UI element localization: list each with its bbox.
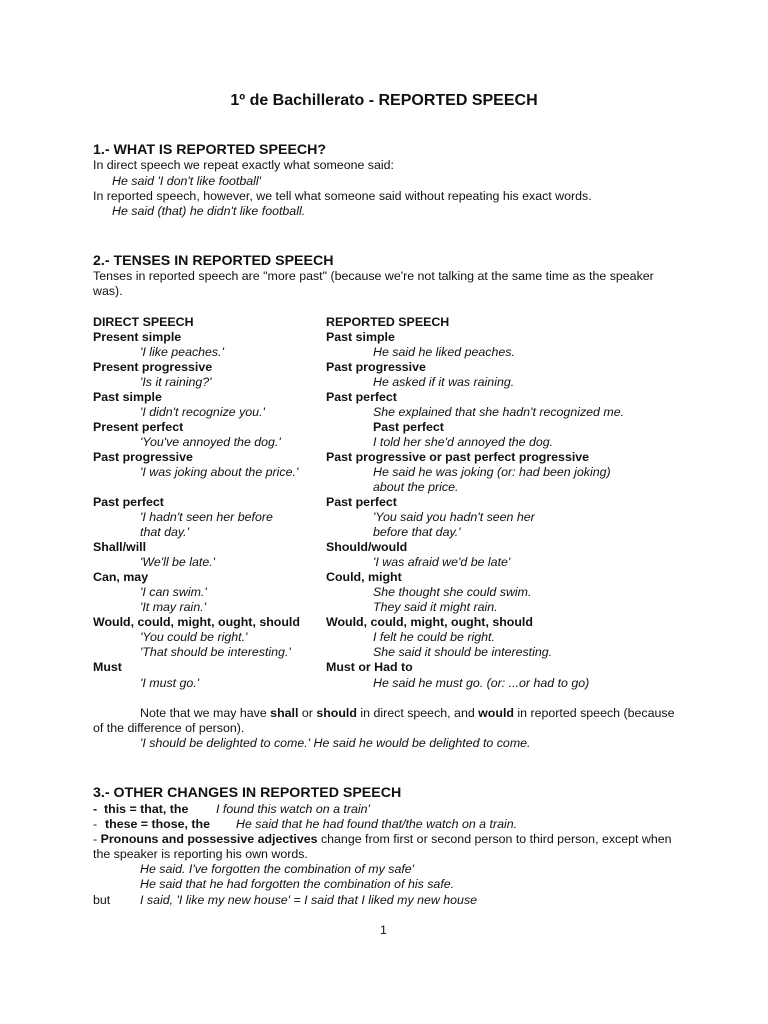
list-item-dash: - xyxy=(93,817,98,831)
reported-tense: Must or Had to xyxy=(326,660,413,674)
direct-example: 'We'll be late.' xyxy=(140,555,216,569)
example-line: He said. I've forgotten the combination of my safe' xyxy=(140,862,415,876)
note-bold-would: would xyxy=(478,706,514,720)
note-text: Note that we may have xyxy=(140,706,271,720)
direct-example: 'You could be right.' xyxy=(140,630,248,644)
section1-line2: In reported speech, however, we tell what someone said without repeating his exact words. xyxy=(93,189,592,203)
direct-tense: Present perfect xyxy=(93,420,184,434)
section3-heading: 3.- OTHER CHANGES IN REPORTED SPEECH xyxy=(93,785,402,801)
section2-heading: 2.- TENSES IN REPORTED SPEECH xyxy=(93,253,334,269)
note-bold-should: should xyxy=(316,706,357,720)
reported-tense: Past progressive xyxy=(326,360,426,374)
direct-tense: Past simple xyxy=(93,390,162,404)
but-label: but xyxy=(93,893,111,907)
reported-tense: Should/would xyxy=(326,540,408,554)
example-line: He said that he had forgotten the combination of his safe. xyxy=(140,877,455,891)
example-line: I said, 'I like my new house' = I said that I liked my new house xyxy=(140,893,478,907)
reported-example: I felt he could be right. xyxy=(373,630,495,644)
reported-example: They said it might rain. xyxy=(373,600,498,614)
direct-tense: Past perfect xyxy=(93,495,164,509)
list-item-line xyxy=(93,832,672,847)
section1-example1: He said 'I don't like football' xyxy=(112,174,261,188)
direct-example: 'That should be interesting.' xyxy=(140,645,291,659)
direct-tense: Present progressive xyxy=(93,360,213,374)
reported-tense: Would, could, might, ought, should xyxy=(326,615,533,629)
reported-example: She explained that she hadn't recognized me. xyxy=(373,405,625,419)
direct-example: 'I must go.' xyxy=(140,676,200,690)
direct-example: 'I didn't recognize you.' xyxy=(140,405,265,419)
direct-tense: Can, may xyxy=(93,570,149,584)
section2-intro-line2: was). xyxy=(93,284,123,298)
reported-tense: Past simple xyxy=(326,330,395,344)
page-title: 1º de Bachillerato - REPORTED SPEECH xyxy=(230,92,538,109)
note-text: in reported speech (because xyxy=(513,706,675,720)
reported-example: He said he liked peaches. xyxy=(373,345,515,359)
direct-example: that day.' xyxy=(140,525,189,539)
note-text: in direct speech, and xyxy=(356,706,479,720)
list-item-continuation: the speaker is reporting his own words. xyxy=(93,847,308,861)
reported-tense: Past perfect xyxy=(326,390,397,404)
direct-example: 'You've annoyed the dog.' xyxy=(140,435,281,449)
section1-line1: In direct speech we repeat exactly what someone said: xyxy=(93,158,394,172)
reported-speech-header: REPORTED SPEECH xyxy=(326,315,450,329)
direct-example: 'I hadn't seen her before xyxy=(140,510,273,524)
note-example: 'I should be delighted to come.' He said he would be delighted to come. xyxy=(140,736,531,750)
direct-tense: Shall/will xyxy=(93,540,147,554)
direct-tense: Must xyxy=(93,660,122,674)
reported-tense: Could, might xyxy=(326,570,402,584)
reported-example: I told her she'd annoyed the dog. xyxy=(373,435,554,449)
direct-tense: Past progressive xyxy=(93,450,193,464)
direct-example: 'Is it raining?' xyxy=(140,375,212,389)
section1-heading: 1.- WHAT IS REPORTED SPEECH? xyxy=(93,142,327,158)
section1-example2: He said (that) he didn't like football. xyxy=(112,204,306,218)
reported-example: He asked if it was raining. xyxy=(373,375,515,389)
note-bold-shall: shall xyxy=(270,706,299,720)
direct-example: 'I can swim.' xyxy=(140,585,207,599)
reported-tense: Past perfect xyxy=(373,420,444,434)
reported-example: about the price. xyxy=(373,480,459,494)
reported-example: She said it should be interesting. xyxy=(373,645,553,659)
reported-example: 'You said you hadn't seen her xyxy=(373,510,535,524)
section2-intro-line1: Tenses in reported speech are "more past" (because we're not talking at the same time as the speaker xyxy=(93,269,654,283)
direct-tense: Present simple xyxy=(93,330,182,344)
direct-speech-header: DIRECT SPEECH xyxy=(93,315,194,329)
note-text: or xyxy=(298,706,317,720)
direct-example: 'I like peaches.' xyxy=(140,345,224,359)
reported-example: He said he must go. (or: ...or had to go) xyxy=(373,676,590,690)
reported-tense: Past perfect xyxy=(326,495,397,509)
list-item-dash: - xyxy=(93,802,98,816)
list-item-example: He said that he had found that/the watch on a train. xyxy=(236,817,518,831)
list-item-term: this = that, the xyxy=(104,802,189,816)
list-item-example: I found this watch on a train' xyxy=(216,802,370,816)
page-number: 1 xyxy=(380,923,387,937)
direct-tense: Would, could, might, ought, should xyxy=(93,615,300,629)
list-item-dash: - xyxy=(93,832,98,846)
direct-example: 'It may rain.' xyxy=(140,600,207,614)
reported-example: 'I was afraid we'd be late' xyxy=(373,555,511,569)
note-line2: of the difference of person). xyxy=(93,721,245,735)
list-item-term: these = those, the xyxy=(105,817,211,831)
list-item-text: change from first or second person to third person, except when xyxy=(317,832,672,846)
reported-tense: Past progressive or past perfect progressive xyxy=(326,450,590,464)
list-item-term: Pronouns and possessive adjectives xyxy=(100,832,318,846)
direct-example: 'I was joking about the price.' xyxy=(140,465,299,479)
note-line1 xyxy=(140,706,674,721)
reported-example: She thought she could swim. xyxy=(373,585,532,599)
reported-example: He said he was joking (or: had been joking) xyxy=(373,465,611,479)
reported-example: before that day.' xyxy=(373,525,461,539)
